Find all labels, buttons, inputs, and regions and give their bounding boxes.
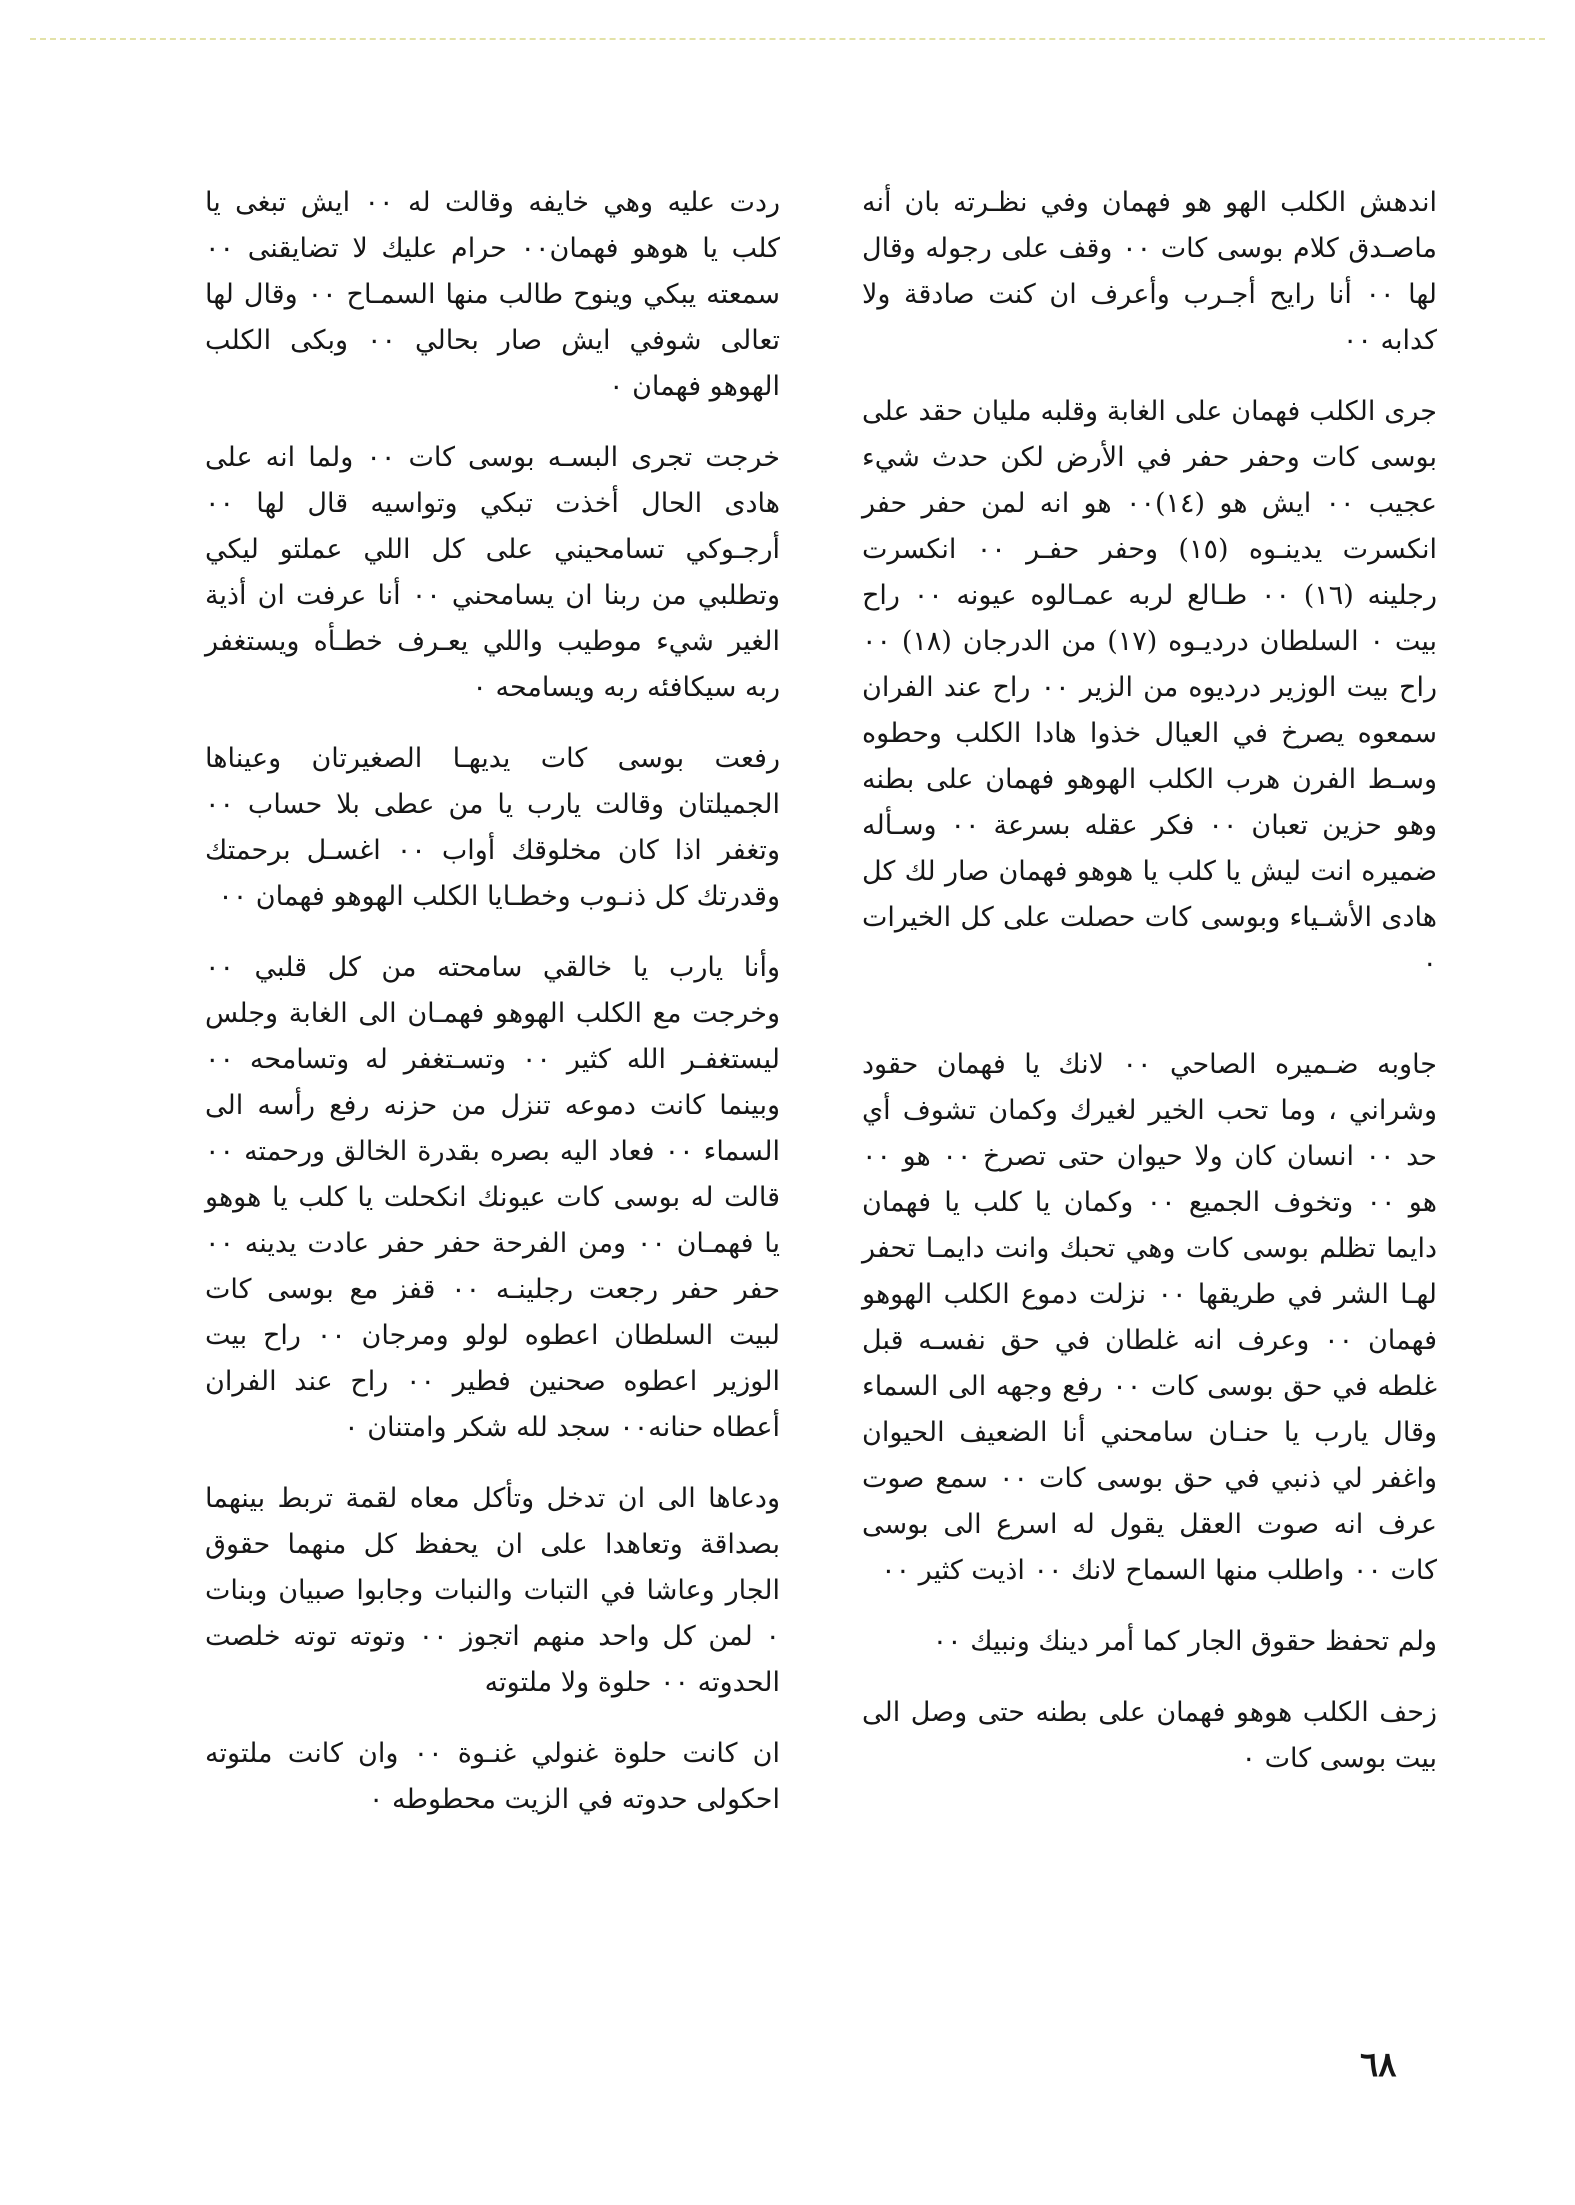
paragraph: ان كانت حلوة غنولي غنـوة ٠٠ وان كانت ملتوته احكولى حدوته في الزيت محطوطه ٠ [205, 1738, 780, 1815]
right-text-column [862, 180, 1437, 1807]
paragraph: ردت عليه وهي خايفه وقالت له ٠٠ ايش تبغى يا كلب يا هوهو فهمان٠٠ حرام عليك لا تضايقنى ٠٠ سمعته يبكي وينوح طالب منها السمـاح ٠٠ وقال لها تعالى شوفي ايش صار بحالي ٠٠ وبكى الكلب الهوهو فهمان ٠ [205, 187, 781, 402]
paragraph: جرى الكلب فهمان على الغابة وقلبه مليان حقد على بوسى كات وحفر حفر في الأرض لكن حدث شيء عجيب ٠٠ ايش هو (١٤)٠٠ هو انه لمن حفر حفر انكسرت يدينـوه (١٥) وحفر حفـر ٠٠ انكسرت رجلينه (١٦) ٠٠ طـالع لربه عمـالوه عيونه ٠٠ راح بيت ٠ السلطان درديـوه (١٧) من الدرجان (١٨) ٠٠ راح بيت الوزير درديوه من الزير ٠٠ راح عند الفران سمعوه يصرخ في العيال خذوا هادا الكلب وحطوه وسـط الفرن هرب الكلب الهوهو فهمان على بطنه وهو حزين تعبان ٠٠ فكر عقله بسرعة ٠٠ وسـأله ضميره انت ليش يا كلب يا هوهو فهمان صار لك كل هادى الأشـياء وبوسى كات حصلت على كل الخيرات ٠ [862, 396, 1438, 979]
paragraph: خرجت تجرى البسـه بوسى كات ٠٠ ولما انه على هادى الحال أخذت تبكي وتواسيه قال لها ٠٠ أرجـوكي تسامحيني على كل اللي عملتو ليكي وتطلبي من ربنا ان يسامحني ٠٠ أنا عرفت ان أذية الغير شيء موطيب واللي يعـرف خطـأه ويستغفر ربه سيكافئه ربه ويسامحه ٠ [205, 442, 780, 703]
paragraph: رفعت بوسى كات يديهـا الصغيرتان وعيناها الجميلتان وقالت يارب يا من عطى بلا حساب ٠٠ وتغفر اذا كان مخلوقك أواب ٠٠ اغسـل برحمتك وقدرتك كل ذنـوب وخطـايا الكلب الهوهو فهمان ٠٠ [205, 743, 780, 912]
paragraph: وأنا يارب يا خالقي سامحته من كل قلبي ٠٠ وخرجت مع الكلب الهوهو فهمـان الى الغابة وجلس ليستغفـر الله كثير ٠٠ وتسـتغفر له وتسامحه ٠٠ وبينما كانت دموعه تنزل من حزنه رفع رأسه الى السماء ٠٠ فعاد اليه بصره بقدرة الخالق ورحمته ٠٠ قالت له بوسى كات عيونك انكحلت يا كلب يا هوهو يا فهمـان ٠٠ ومن الفرحة حفر حفر عادت يدينه ٠٠ حفر حفر رجعت رجلينـه ٠٠ قفز مع بوسى كات لبيت السلطان اعطوه لولو ومرجان ٠٠ راح بيت الوزير اعطوه صحنين فطير ٠٠ راح عند الفران أعطاه حنانه٠٠ سجد لله شكر وامتنان ٠ [205, 952, 781, 1443]
paragraph: ولم تحفظ حقوق الجار كما أمر دينك ونبيك ٠٠ [932, 1626, 1437, 1657]
paragraph: ودعاها الى ان تدخل وتأكل معاه لقمة تربط بينهما بصداقة وتعاهدا على ان يحفظ كل منهما حقوق الجار وعاشا في التبات والنبات وجابوا صبيان وبنات ٠ لمن كل واحد منهم اتجوز ٠٠ وتوته توته خلصت الحدوته ٠٠ حلوة ولا ملتوته [205, 1483, 780, 1698]
top-edge-rule [30, 38, 1545, 40]
paragraph: جاوبه ضـميره الصاحي ٠٠ لانك يا فهمان حقود وشراني ، وما تحب الخير لغيرك وكمان تشوف أي حد ٠٠ انسان كان ولا حيوان حتى تصرخ ٠٠ هو ٠٠ هو ٠٠ وتخوف الجميع ٠٠ وكمان يا كلب يا فهمان دايما تظلم بوسى كات وهي تحبك وانت دايمـا تحفر لهـا الشر في طريقها ٠٠ نزلت دموع الكلب الهوهو فهمان ٠٠ وعرف انه غلطان في حق نفسـه قبل غلطه في حق بوسى كات ٠٠ رفع وجهه الى السماء وقال يارب يا حنـان سامحني أنا الضعيف الحيوان واغفر لي ذنبي في حق بوسى كات ٠٠ سمع صوت عرف انه صوت العقل يقول له اسرع الى بوسى كات ٠٠ واطلب منها السماح لانك ٠٠ اذيت كثير ٠٠ [862, 1049, 1438, 1586]
paragraph: زحف الكلب هوهو فهمان على بطنه حتى وصل الى بيت بوسى كات ٠ [862, 1697, 1437, 1774]
page-number: ٦٨ [1360, 2045, 1397, 2085]
paragraph: اندهش الكلب الهو هو فهمان وفي نظـرته بان أنه ماصـدق كلام بوسى كات ٠٠ وقف على رجوله وقال لها ٠٠ أنا رايح أجـرب وأعرف ان كنت صادقة ولا كدابه ٠٠ [862, 187, 1438, 356]
left-text-column [205, 180, 780, 1848]
